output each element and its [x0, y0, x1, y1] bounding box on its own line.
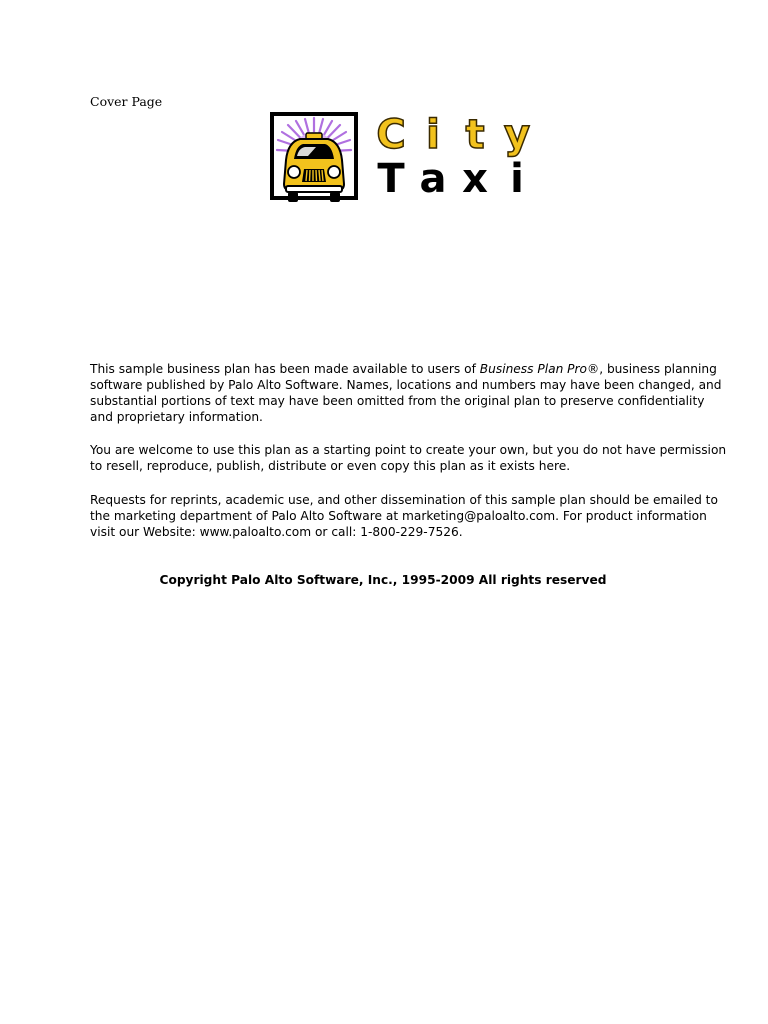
wordmark-letter: i [426, 112, 440, 158]
page-section-label: Cover Page [90, 94, 163, 109]
taxi-cab-icon [270, 112, 358, 210]
copyright-notice: Copyright Palo Alto Software, Inc., 1995-2009 All rights reserved [159, 573, 607, 587]
wordmark-letter: i [510, 156, 524, 202]
wordmark-letter: a [419, 156, 447, 202]
permission-paragraph: You are welcome to use this plan as a starting point to create your own, but you do not have permission to resell, reproduce, publish, distribute or even copy this plan as it exists here. [90, 443, 727, 473]
wordmark-letter: y [503, 112, 531, 158]
contact-paragraph: Requests for reprints, academic use, and other dissemination of this sample plan should be emailed to the marketing department of Palo Alto Software at marketing@paloalto.com. For product information visit our Website: www.paloalto.com or call: 1-800-229-7526. [90, 493, 718, 539]
wordmark-letter: t [465, 112, 485, 158]
product-name: Business Plan Pro® [479, 362, 600, 376]
usage-notice-rest: , business planning software published by Palo Alto Software. Names, locations and numbers may have been changed, and substantial portions of text may have been omitted from the original plan to preserve confidentiality and proprietary information. [90, 362, 722, 424]
city-taxi-logo [270, 112, 532, 210]
wordmark-letter: T [377, 156, 405, 202]
city-taxi-wordmark [374, 114, 532, 210]
usage-notice-intro: This sample business plan has been made available to users of [90, 362, 480, 376]
wordmark-letter: x [462, 156, 488, 202]
wordmark-letter: C [376, 112, 406, 158]
usage-notice-paragraph [90, 361, 730, 425]
